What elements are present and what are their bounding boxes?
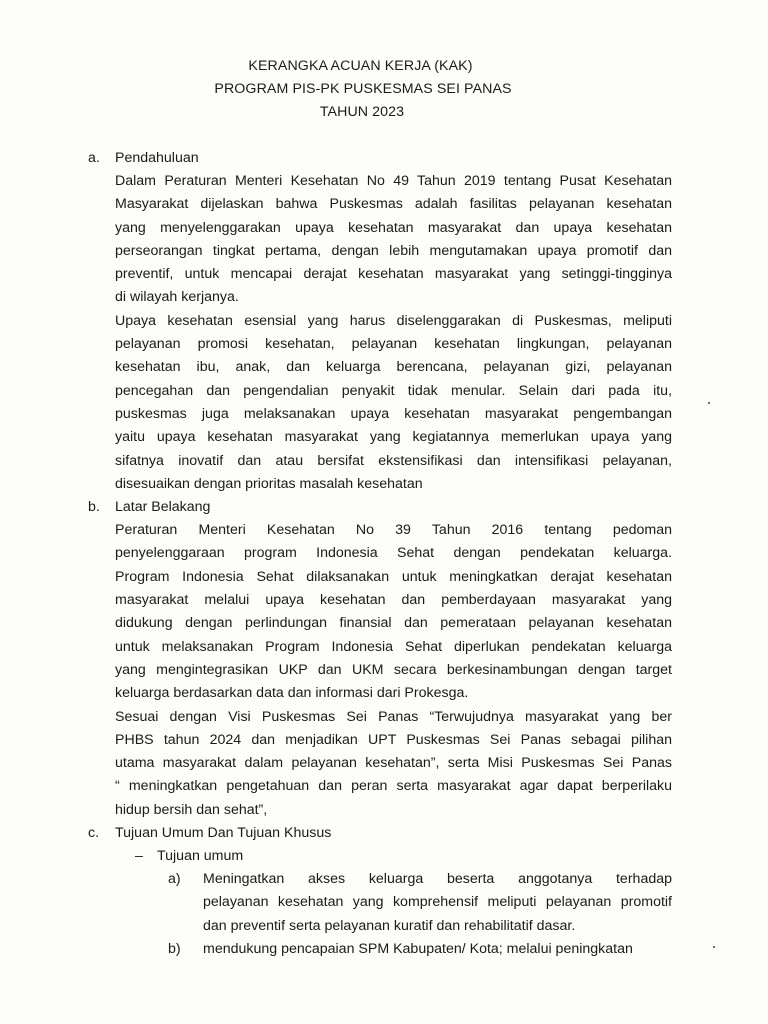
text-line: Masyarakat dijelaskan bahwa Puskesmas adalah fasilitas pelayanan kesehatan (115, 196, 672, 213)
tujuan-umum-bullet (135, 845, 672, 868)
text-line: PHBS tahun 2024 dan menjadikan UPT Puskesmas Sei Panas sebagai pilihan (115, 731, 672, 748)
scan-speck (713, 946, 715, 948)
header-program: PROGRAM PIS-PK PUSKESMAS SEI PANAS (214, 81, 512, 97)
section-b-paragraph-1 (115, 519, 672, 705)
list-item-text (203, 868, 672, 938)
text-line: utama masyarakat dalam pelayanan kesehatan”, serta Misi Puskesmas Sei Panas (115, 755, 672, 772)
text-line: masyarakat melalui upaya kesehatan dan pemberdayaan masyarakat yang (115, 592, 672, 609)
document-body (88, 147, 672, 961)
section-title: Pendahuluan (115, 150, 199, 166)
text-line: kesehatan ibu, anak, dan keluarga berencana, pelayanan gizi, pelayanan (115, 359, 672, 376)
text-line: perseorangan tingkat pertama, dengan lebih mengutamakan upaya promotif dan (115, 242, 672, 259)
section-c-heading (88, 822, 672, 845)
text-line: preventif, untuk mencapai derajat kesehatan masyarakat yang setinggi-tingginya (115, 266, 672, 283)
scan-speck (708, 402, 710, 404)
text-line: yang menyelenggarakan upaya kesehatan masyarakat dan upaya kesehatan (115, 219, 672, 236)
header-year: TAHUN 2023 (319, 104, 405, 120)
text-line: Dalam Peraturan Menteri Kesehatan No 49 Tahun 2019 tentang Pusat Kesehatan (115, 173, 672, 189)
text-line: Sesuai dengan Visi Puskesmas Sei Panas “Terwujudnya masyarakat yang ber (115, 708, 672, 725)
list-item-number: a) (168, 871, 181, 888)
list-item (168, 938, 672, 961)
section-b-paragraph-2 (115, 706, 672, 822)
list-item-number: b) (168, 940, 181, 957)
text-line: didukung dengan perlindungan finansial dan pemerataan pelayanan kesehatan (115, 615, 672, 632)
text-line: hidup bersih dan sehat”, (115, 801, 268, 818)
text-line: pelayanan promosi kesehatan, pelayanan kesehatan lingkungan, pelayanan (115, 336, 672, 353)
section-marker: c. (88, 825, 100, 842)
section-title: Tujuan Umum Dan Tujuan Khusus (115, 825, 332, 842)
list-item (168, 868, 672, 938)
header-title: KERANGKA ACUAN KERJA (KAK) (248, 58, 473, 74)
dash-bullet: – (135, 848, 143, 865)
text-line: untuk melaksanakan Program Indonesia Sehat diperlukan pendekatan keluarga (115, 638, 672, 655)
list-item-text (203, 938, 672, 961)
section-a-heading (88, 147, 672, 170)
text-line: disesuaikan dengan prioritas masalah kesehatan (115, 475, 423, 492)
text-line: pelayanan kesehatan yang komprehensif meliputi pelayanan promotif (203, 894, 672, 911)
section-title: Latar Belakang (115, 499, 211, 516)
text-line: pencegahan dan pengendalian penyakit tidak menular. Selain dari pada itu, (115, 382, 672, 399)
bullet-label: Tujuan umum (157, 848, 244, 865)
text-line: Program Indonesia Sehat dilaksanakan untuk meningkatkan derajat kesehatan (115, 568, 672, 585)
section-a-paragraph-1 (115, 170, 672, 310)
text-line: Upaya kesehatan esensial yang harus diselenggarakan di Puskesmas, meliputi (115, 312, 672, 329)
section-a-paragraph-2 (115, 310, 672, 496)
section-marker: b. (88, 499, 100, 516)
text-line: keluarga berdasarkan data dan informasi dari Prokesga. (115, 685, 469, 702)
text-line: di wilayah kerjanya. (115, 289, 239, 306)
text-line: “ meningkatkan pengetahuan dan peran serta masyarakat agar dapat berperilaku (115, 778, 672, 795)
section-marker: a. (88, 150, 100, 166)
text-line: sifatnya inovatif dan atau bersifat ekstensifikasi dan intensifikasi pelayanan, (115, 452, 672, 469)
text-line: Peraturan Menteri Kesehatan No 39 Tahun 2016 tentang pedoman (115, 522, 672, 539)
text-line: puskesmas juga melaksanakan upaya kesehatan masyarakat pengembangan (115, 405, 672, 422)
text-line: mendukung pencapaian SPM Kabupaten/ Kota; melalui peningkatan (203, 940, 633, 957)
document-header (0, 55, 768, 124)
text-line: yaitu upaya kesehatan masyarakat yang kegiatannya memerlukan upaya yang (115, 429, 672, 446)
text-line: Meningatkan akses keluarga beserta anggotanya terhadap (203, 871, 672, 888)
text-line: dan preventif serta pelayanan kuratif dan rehabilitatif dasar. (203, 917, 576, 934)
section-b-heading (88, 496, 672, 519)
text-line: penyelenggaraan program Indonesia Sehat dengan pendekatan keluarga. (115, 545, 672, 562)
text-line: yang mengintegrasikan UKP dan UKM secara berkesinambungan dengan target (115, 661, 672, 678)
